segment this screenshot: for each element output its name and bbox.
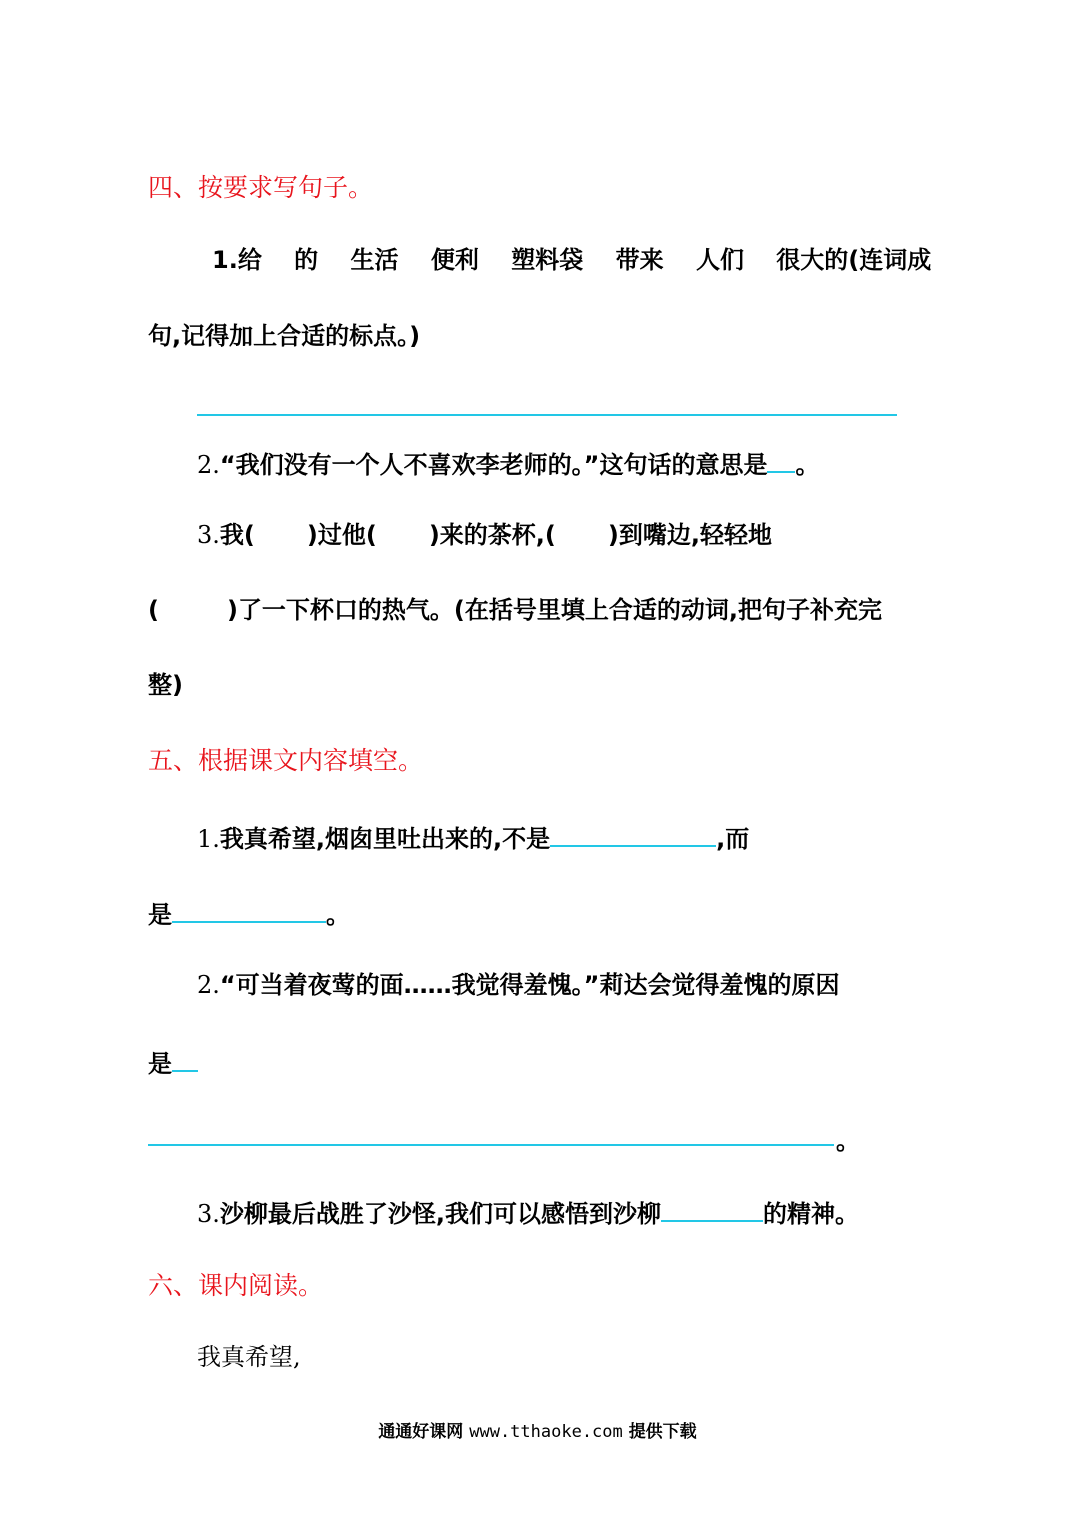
section-5-heading: 五、根据课文内容填空。 [148,746,424,775]
s4-q3-line2-text: )了一下杯口的热气。(在括号里填上合适的动词,把句子补充完 [226,596,883,624]
s5-q1-end: 。 [326,901,350,929]
s4-q3-line3: 整) [148,671,183,699]
s5-q2-answer-line[interactable] [148,1144,834,1146]
s5-q1-part-a: 我真希望,烟囱里吐出来的,不是 [219,825,551,853]
s4-q3-part-a: 我( [219,521,255,549]
footer-suffix: 提供下载 [628,1422,697,1442]
s4-q1-answer-line [197,414,897,416]
s5-q1-part-b: ,而 [716,825,750,853]
s4-q2-number: 2. [197,451,220,479]
s5-q2-blank-1[interactable] [172,1044,198,1072]
s5-q2-line2 [148,1044,198,1080]
page-footer [0,1417,1075,1442]
s5-q2-line2-text: 是 [148,1050,172,1078]
s5-q1-number: 1. [197,825,220,853]
s4-q3-part-c: )来的茶杯,( [428,521,556,549]
footer-site-name: 通通好课网 [378,1422,464,1442]
s4-q3-part-b: )过他( [306,521,377,549]
s5-q1-blank-2[interactable] [172,895,326,923]
s4-q3-line1 [197,519,772,551]
s4-q3-part-d: )到嘴边,轻轻地 [607,521,772,549]
s4-q3-line2 [148,594,882,626]
s4-q3-number: 3. [197,521,220,549]
s4-q2 [197,445,819,481]
section-4-heading: 四、按要求写句子。 [148,173,374,202]
s4-q1-line2: 句,记得加上合适的标点。) [148,322,421,350]
s5-q2-end: 。 [836,1127,860,1155]
s5-q1-line2-text: 是 [148,901,172,929]
footer-url[interactable]: www.tthaoke.com [469,1422,623,1442]
s6-poem-line1: 我真希望, [197,1343,301,1371]
s5-q1-blank-1[interactable] [550,819,716,847]
s4-q2-blank[interactable] [767,445,795,473]
section-6-heading: 六、课内阅读。 [148,1271,324,1300]
s4-q2-text: “我们没有一个人不喜欢李老师的。”这句话的意思是 [219,451,768,479]
s5-q2-text: “可当着夜莺的面……我觉得羞愧。”莉达会觉得羞愧的原因 [219,971,840,999]
s5-q3-part-a: 沙柳最后战胜了沙怪,我们可以感悟到沙柳 [219,1200,662,1228]
s4-q2-end: 。 [795,451,820,479]
s4-q1-line1: 1.给 的 生活 便利 塑料袋 带来 人们 很大的(连词成 [212,246,932,274]
s5-q1-line2 [148,895,350,931]
s5-q3 [197,1194,859,1230]
s5-q3-blank[interactable] [661,1194,763,1222]
s5-q1-line1 [197,819,749,855]
s5-q2-line1 [197,969,839,1001]
s5-q3-number: 3. [197,1200,220,1228]
s4-q3-line2-open: ( [148,596,159,624]
s5-q3-part-b: 的精神。 [763,1200,860,1228]
s5-q2-number: 2. [197,971,220,999]
